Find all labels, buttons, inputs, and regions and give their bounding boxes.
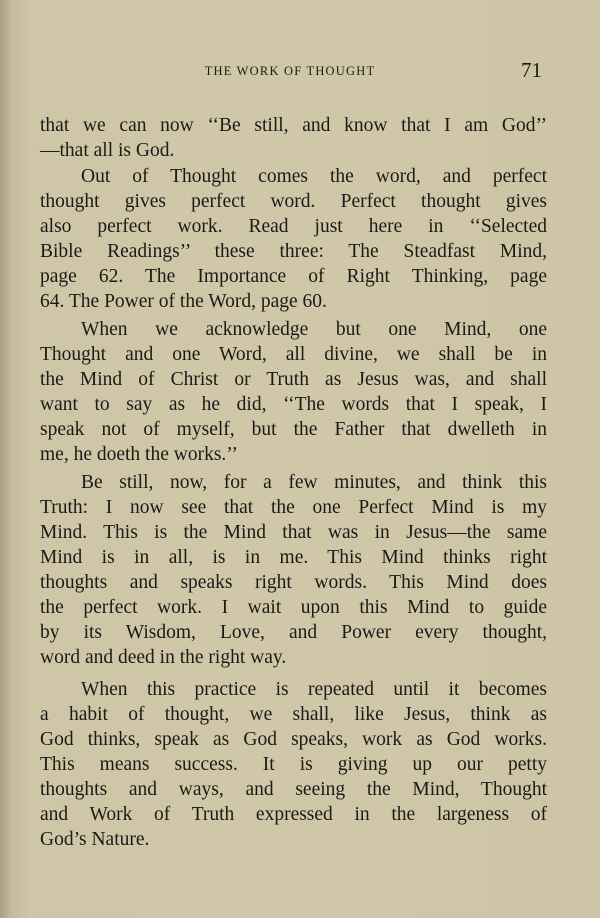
text-line: also perfect work. Read just here in ‘‘Selected <box>40 216 547 237</box>
text-line: Mind is in all, is in me. This Mind thinks right <box>40 547 547 568</box>
text-line: the perfect work. I wait upon this Mind to guide <box>40 597 547 618</box>
text-line: thoughts and ways, and seeing the Mind, Thought <box>40 779 547 800</box>
running-header: THE WORK OF THOUGHT <box>204 64 376 78</box>
text-line: Truth: I now see that the one Perfect Mind is my <box>40 497 547 518</box>
text-line: When we acknowledge but one Mind, one <box>81 319 547 340</box>
text-line: God thinks, speak as God speaks, work as God works. <box>40 729 547 750</box>
text-line: Out of Thought comes the word, and perfect <box>81 166 547 187</box>
text-line: When this practice is repeated until it becomes <box>81 679 547 700</box>
text-line: Be still, now, for a few minutes, and think this <box>81 472 547 493</box>
text-line: This means success. It is giving up our petty <box>40 754 547 775</box>
text-line: that we can now ‘‘Be still, and know that I am God’’ <box>40 115 547 136</box>
text-line: want to say as he did, ‘‘The words that I speak, I <box>40 394 547 415</box>
page-number: 71 <box>521 58 542 82</box>
text-line: God’s Nature. <box>40 829 150 850</box>
text-line: page 62. The Importance of Right Thinking, page <box>40 266 547 287</box>
text-line: —that all is God. <box>40 140 175 161</box>
text-line: Mind. This is the Mind that was in Jesus—the same <box>40 522 547 543</box>
text-line: by its Wisdom, Love, and Power every thought, <box>40 622 547 643</box>
text-line: Bible Readings’’ these three: The Steadfast Mind, <box>40 241 547 262</box>
text-line: speak not of myself, but the Father that dwelleth in <box>40 419 547 440</box>
text-line: me, he doeth the works.’’ <box>40 444 238 465</box>
text-line: 64. The Power of the Word, page 60. <box>40 291 327 312</box>
text-line: thoughts and speaks right words. This Mind does <box>40 572 547 593</box>
text-line: thought gives perfect word. Perfect thought gives <box>40 191 547 212</box>
text-line: and Work of Truth expressed in the largeness of <box>40 804 547 825</box>
text-line: word and deed in the right way. <box>40 647 287 668</box>
text-line: the Mind of Christ or Truth as Jesus was, and shall <box>40 369 547 390</box>
text-line: Thought and one Word, all divine, we shall be in <box>40 344 547 365</box>
text-line: a habit of thought, we shall, like Jesus, think as <box>40 704 547 725</box>
